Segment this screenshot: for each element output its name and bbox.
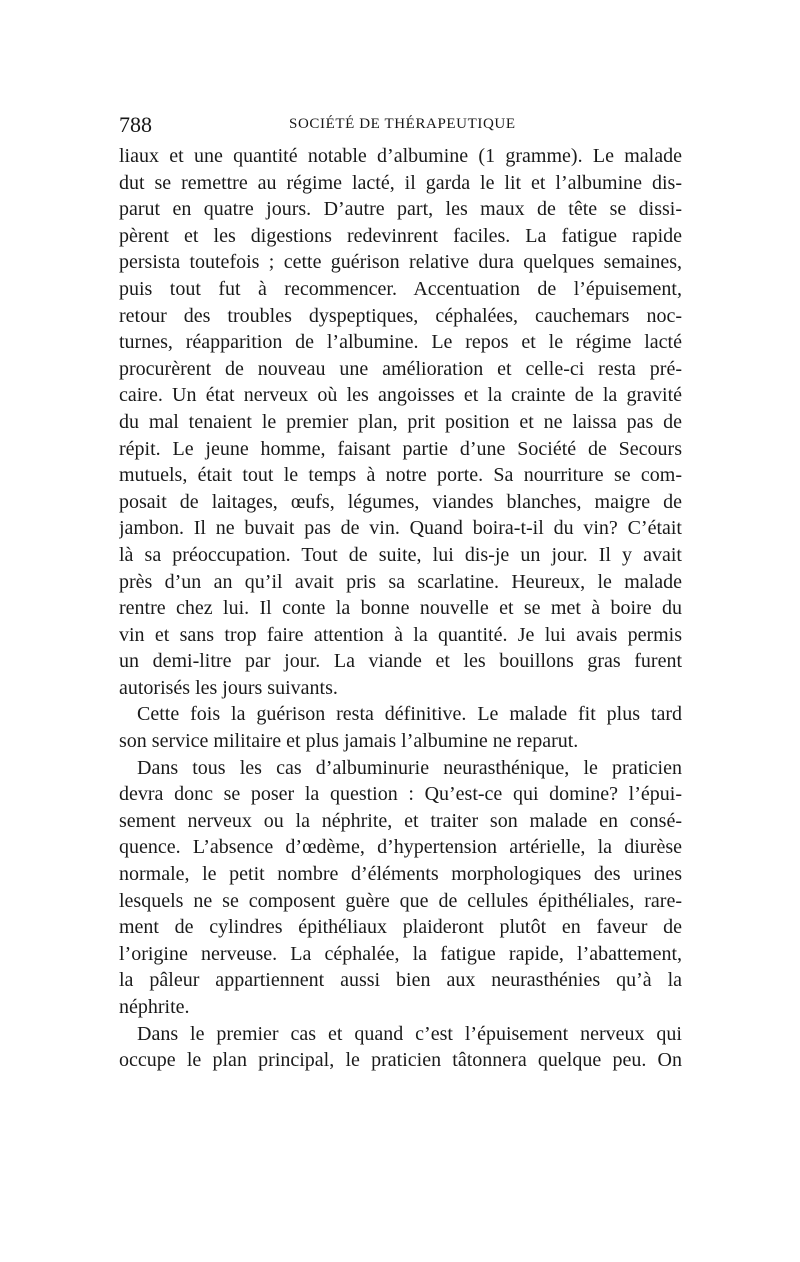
text-line: jambon. Il ne buvait pas de vin. Quand boira-t-il du vin? C’était bbox=[119, 517, 682, 540]
text-line: pèrent et les digestions redevinrent faciles. La fatigue rapide bbox=[119, 224, 682, 247]
text-line: du mal tenaient le premier plan, prit position et ne laissa pas de bbox=[119, 410, 682, 433]
text-line: liaux et une quantité notable d’albumine (1 gramme). Le malade bbox=[119, 145, 682, 167]
text-line: turnes, réapparition de l’albumine. Le repos et le régime lacté bbox=[119, 331, 682, 354]
paragraph-start-line: Cette fois la guérison resta définitive. Le malade fit plus tard bbox=[137, 703, 682, 726]
text-line: là sa préoccupation. Tout de suite, lui dis-je un jour. Il y avait bbox=[119, 543, 682, 566]
paragraph-end-line: son service militaire et plus jamais l’albumine ne reparut. bbox=[119, 730, 579, 753]
text-line: rentre chez lui. Il conte la bonne nouvelle et se met à boire du bbox=[119, 597, 682, 620]
page-number: 788 bbox=[119, 112, 152, 137]
text-line: devra donc se poser la question : Qu’est-ce qui domine? l’épui- bbox=[119, 783, 682, 806]
text-line: dut se remettre au régime lacté, il garda le lit et l’albumine dis- bbox=[119, 171, 682, 194]
text-line: mutuels, était tout le temps à notre porte. Sa nourriture se com- bbox=[119, 464, 682, 487]
text-line: caire. Un état nerveux où les angoisses et la crainte de la gravité bbox=[119, 384, 682, 407]
paragraph-start-line: Dans tous les cas d’albuminurie neurasthénique, le praticien bbox=[137, 756, 682, 779]
text-line: ment de cylindres épithéliaux plaideront plutôt en faveur de bbox=[119, 916, 682, 939]
text-line: la pâleur appartiennent aussi bien aux neurasthénies qu’à la bbox=[119, 969, 682, 992]
paragraph-end-line: néphrite. bbox=[119, 996, 190, 1018]
text-line: un demi-litre par jour. La viande et les bouillons gras furent bbox=[119, 650, 682, 673]
text-line: vin et sans trop faire attention à la quantité. Je lui avais permis bbox=[119, 623, 682, 646]
text-line: sement nerveux ou la néphrite, et traiter son malade en consé- bbox=[119, 809, 682, 832]
text-line: posait de laitages, œufs, légumes, viandes blanches, maigre de bbox=[119, 490, 682, 513]
page-header bbox=[119, 112, 682, 142]
body-text bbox=[119, 143, 682, 1074]
text-line: persista toutefois ; cette guérison relative dura quelques semaines, bbox=[119, 251, 682, 274]
text-line: normale, le petit nombre d’éléments morphologiques des urines bbox=[119, 863, 682, 886]
text-line: l’origine nerveuse. La céphalée, la fatigue rapide, l’abattement, bbox=[119, 942, 682, 965]
text-line: répit. Le jeune homme, faisant partie d’une Société de Secours bbox=[119, 437, 682, 460]
paragraph-start-line: Dans le premier cas et quand c’est l’épuisement nerveux qui bbox=[137, 1022, 682, 1045]
text-line: retour des troubles dyspeptiques, céphalées, cauchemars noc- bbox=[119, 304, 682, 327]
text-line: procurèrent de nouveau une amélioration et celle-ci resta pré- bbox=[119, 357, 682, 380]
text-line: lesquels ne se composent guère que de cellules épithéliales, rare- bbox=[119, 889, 682, 912]
text-line: parut en quatre jours. D’autre part, les maux de tête se dissi- bbox=[119, 198, 682, 221]
running-title: SOCIÉTÉ DE THÉRAPEUTIQUE bbox=[289, 116, 516, 132]
text-line: près d’un an qu’il avait pris sa scarlatine. Heureux, le malade bbox=[119, 570, 682, 593]
text-line: quence. L’absence d’œdème, d’hypertension artérielle, la diurèse bbox=[119, 836, 682, 859]
text-line: puis tout fut à recommencer. Accentuation de l’épuisement, bbox=[119, 277, 682, 300]
text-line: occupe le plan principal, le praticien tâtonnera quelque peu. On bbox=[119, 1049, 682, 1072]
paragraph-end-line: autorisés les jours suivants. bbox=[119, 676, 338, 699]
